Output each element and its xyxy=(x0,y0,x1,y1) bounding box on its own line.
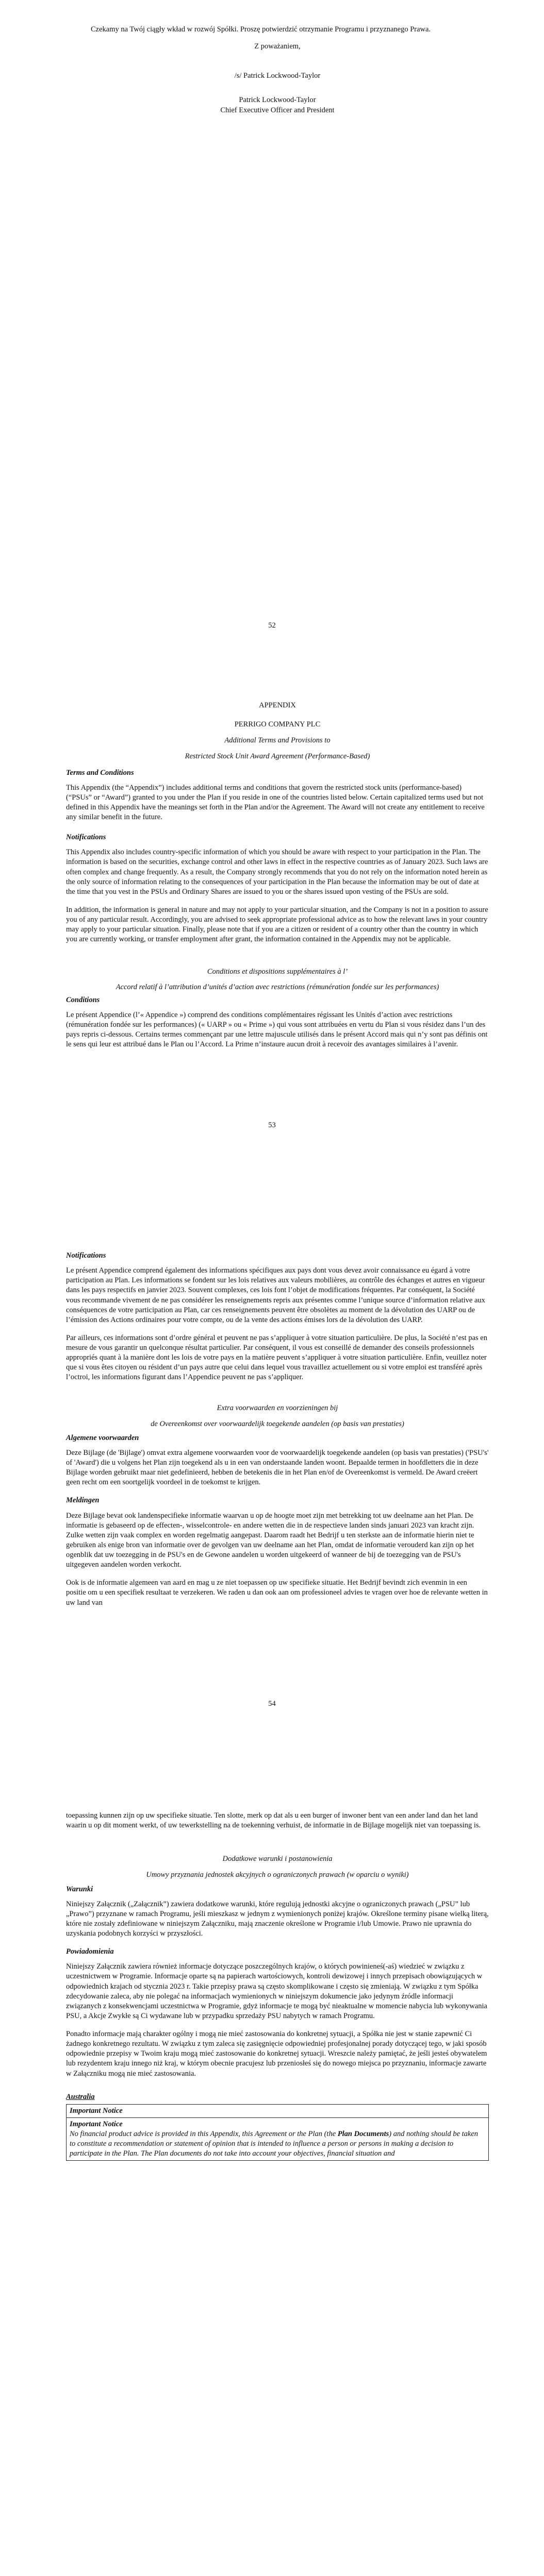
dutch-notifications-paragraph-2: Ook is de informatie algemeen van aard en mag u ze niet toepassen op uw specifieke situatie. Het Bedrijf bevindt zich evenmin in een positie om u een specifiek resultaat te verzekeren. We raden u dan ook aan om professioneel advies te vragen over hoe de relevante wetten in uw land van xyxy=(66,1579,488,1607)
dutch-general-heading: Algemene voorwaarden xyxy=(66,1433,139,1442)
table-row xyxy=(67,2117,489,2161)
french-notifications-paragraph-2: Par ailleurs, ces informations sont d’ordre général et peuvent ne pas s’appliquer à votre situation particulière. De plus, la Société n’est pas en mesure de vous garantir un quelconque résultat particulier. Par conséquent, il vous est conseillé de demander des conseils professionnels appropriés quant à la manière dont les lois de votre pays en la matière peuvent s’appliquer à votre situation particulière. Enfin, veuillez noter que si vous êtes citoyen ou résident d’un pays autre que celui dans lequel vous travaillez actuellement ou si votre emploi est transféré après l’octroi, les informations figurant dans l’Appendice peuvent ne pas s’appliquer. xyxy=(66,1333,487,1382)
notice-bold-term: Plan Documents xyxy=(337,2130,389,2138)
appendix-subtitle-2: Restricted Stock Unit Award Agreement (Performance-Based) xyxy=(185,752,370,761)
notifications-heading: Notifications xyxy=(66,833,106,842)
polish-notifications-paragraph-1: Niniejszy Załącznik zawiera również informacje dotyczące poszczególnych krajów, o których powinieneś(-aś) wiedzieć w związku z uczestnictwem w Programie. Informacje oparte są na papierach wartościowych, kontroli dewizowej i innych przepisach obowiązujących w odpowiednich krajach od stycznia 2023 r. Takie przepisy prawa są często skomplikowane i często się zmieniają. W związku z tym Spółka zdecydowanie zaleca, aby nie polegać na informacjach wymienionych w niniejszym dokumencie jako jedynym źródle informacji związanych z konsekwencjami uczestnictwa w Programie, gdyż informacje te mogą być nieaktualne w momencie nabycia lub wykonywania PSU, a Akcje Zwykłe są Ci wydawane lub w przypadku sprzedaży PSU nabytych w ramach Programu. xyxy=(66,1962,487,2020)
notice-body-cell xyxy=(67,2117,489,2161)
polish-conditions-paragraph: Niniejszy Załącznik („Załącznik”) zawiera dodatkowe warunki, które regulują jednostki akcyjne o ograniczonych prawach („PSU” lub „Prawo”) przyznane w ramach Programu, jeśli mieszkasz w jednym z wymienionych poniżej krajów. Określone terminy pisane wielką literą, które nie zostały zdefiniowane w niniejszym Załączniku, mają znaczenie określone w Programie i/lub Umowie. Prawo nie uprawnia do uzyskania podobnych korzyści w przyszłości. xyxy=(66,1900,489,1938)
page-54-content xyxy=(66,1251,489,1615)
notice-text-before: No financial product advice is provided in this Appendix, this Agreement or the Plan (the xyxy=(70,2130,338,2138)
notice-text-after: ) and nothing should be taken to constitute a recommendation or statement of opinion that is intended to influence a person or persons in making a decision to participate in the Plan. The Plan documents do not take into account your objectives, financial situation and xyxy=(70,2130,479,2158)
dutch-continuation: toepassing kunnen zijn op uw specifieke situatie. Ten slotte, merk op dat als u een burger of inwoner bent van een ander land dan het land waarin u op dit moment werkt, of uw tewerkstelling na de toekenning verhuist, de informatie in de Bijlage mogelijk niet van toepassing is. xyxy=(66,1811,481,1830)
signer-name: Patrick Lockwood-Taylor xyxy=(239,96,316,105)
notice-title: Important Notice xyxy=(70,2120,123,2128)
signer-title: Chief Executive Officer and President xyxy=(220,106,335,114)
polish-heading-1: Dodatkowe warunki i postanowienia xyxy=(222,1855,333,1863)
page-number: 54 xyxy=(268,1700,276,1708)
polish-notifications-paragraph-2: Ponadto informacje mają charakter ogólny i mogą nie mieć zastosowania do konkretnej sytuacji, a Spółka nie jest w stanie zapewnić Ci żadnego konkretnego rezultatu. W związku z tym zaleca się zasięgnięcie odpowiedniej profesjonalnej porady dotyczącej tego, w jaki sposób odpowiednie przepisy w Twoim kraju mogą mieć zastosowanie do konkretnej sytuacji. Wreszcie należy pamiętać, że jeśli jesteś obywatelem lub rezydentem kraju innego niż kraj, w którym obecnie pracujesz lub przeniosłeś się do nowego miejsca po przyznaniu, informacje zawarte w Załączniku mogą nie mieć zastosowania. xyxy=(66,2030,487,2078)
terms-heading: Terms and Conditions xyxy=(66,768,134,777)
french-notifications-heading: Notifications xyxy=(66,1251,106,1260)
dutch-notifications-heading: Meldingen xyxy=(66,1496,100,1505)
terms-paragraph: This Appendix (the “Appendix”) includes additional terms and conditions that govern the restricted stock units (performance-based) (“PSUs” or “Award”) granted to you under the Plan if you reside in one of the countries listed below. Certain capitalized terms used but not defined in this Appendix have the meanings set forth in the Plan and/or the Agreement. The Award will not create any entitlement to receive any similar benefit in the future. xyxy=(66,783,485,821)
page-52-content xyxy=(66,25,489,123)
table-row xyxy=(67,2104,489,2117)
appendix-subtitle-1: Additional Terms and Provisions to xyxy=(224,736,331,745)
page-number: 53 xyxy=(268,1121,276,1129)
french-heading-1: Conditions et dispositions supplémentaires à l’ xyxy=(207,968,348,976)
notifications-paragraph-2: In addition, the information is general in nature and may not apply to your particular situation, and the Company is not in a position to assure you of any particular result. Accordingly, you are advised to seek appropriate professional advice as to how the relevant laws in your country may apply to your particular situation. Finally, please note that if you are a citizen or resident of a country other than the country in which you are currently working, or transfer employment after grant, the information contained in the Appendix may not be applicable. xyxy=(66,905,488,944)
dutch-notifications-paragraph-1: Deze Bijlage bevat ook landenspecifieke informatie waarvan u op de hoogte moet zijn met betrekking tot uw deelname aan het Plan. De informatie is gebaseerd op de effecten-, wisselcontrole- en andere wetten die in de respectieve landen sinds januari 2023 van kracht zijn. Zulke wetten zijn vaak complex en worden regelmatig aangepast. Daarom raadt het Bedrijf u ten sterkste aan de informatie hierin niet te gebruiken als enige bron van informatie over de gevolgen van uw deelname aan het Plan, omdat de informatie verouderd kan zijn op het ogenblik dat uw toezegging in de PSU's en de Gewone aandelen u worden uitgekeerd of wanneer de bij de toezegging van de PSU's uitgegeven aandelen worden verkocht. xyxy=(66,1511,474,1569)
dutch-general-paragraph: Deze Bijlage (de 'Bijlage') omvat extra algemene voorwaarden voor de voorwaardelijk toegekende aandelen (op basis van prestaties) ('PSU's' of 'Award') die u volgens het Plan zijn toegekend als u in een van onderstaande landen woont. Bepaalde termen in hoofdletters die in deze Bijlage worden gebruikt maar niet gedefinieerd, hebben de betekenis die in het Plan en/of de Overeenkomst is vermeld. De Award creëert geen recht om een soortgelijk voordeel in de toekomst te krijgen. xyxy=(66,1448,489,1487)
dutch-heading-2: de Overeenkomst over voorwaardelijk toegekende aandelen (op basis van prestaties) xyxy=(151,1419,404,1428)
page-53-content xyxy=(66,701,489,1057)
company-name: PERRIGO COMPANY PLC xyxy=(234,720,321,729)
page-55-content xyxy=(66,1811,489,2161)
notifications-paragraph-1: This Appendix also includes country-specific information of which you should be aware with respect to your participation in the Plan. The information is based on the securities, exchange control and other laws in effect in the respective countries as of January 2023. Such laws are often complex and change frequently. As a result, the Company strongly recommends that you do not rely on the information noted herein as the only source of information relating to the consequences of your participation in the Plan because the information may be out of date at the time that you vest in the PSUs and Ordinary Shares are issued to you or the shares issued upon vesting of the PSUs are sold. xyxy=(66,848,488,896)
french-notifications-paragraph-1: Le présent Appendice comprend également des informations spécifiques aux pays dont vous devez avoir connaissance eu égard à votre participation au Plan. Les informations se fondent sur les lois relatives aux valeurs mobilières, au contrôle des échanges et autres en vigueur dans les pays respectifs en janvier 2023. Souvent complexes, ces lois font l’objet de modifications fréquentes. Par conséquent, la Société vous recommande vivement de ne pas considérer les renseignements repris aux présentes comme l’unique source d’information relative aux conséquences de votre participation au Plan, car ces renseignements peuvent être obsolètes au moment de la dévolution des UARP ou de l’émission des Actions ordinaires pour votre compte, ou de la vente des actions émises lors de la dévolution des UARP. xyxy=(66,1266,485,1324)
important-notice-table xyxy=(66,2104,489,2161)
australia-heading: Australia xyxy=(66,2092,95,2101)
notice-text xyxy=(70,2129,485,2159)
french-conditions-heading: Conditions xyxy=(66,995,100,1004)
closing-paragraph: Czekamy na Twój ciągły wkład w rozwój Spółki. Proszę potwierdzić otrzymanie Programu i przyznanego Prawa. xyxy=(91,25,431,33)
salutation: Z poważaniem, xyxy=(254,42,301,51)
appendix-heading: APPENDIX xyxy=(259,701,296,709)
page-number: 52 xyxy=(268,621,276,630)
polish-notifications-heading: Powiadomienia xyxy=(66,1947,114,1956)
french-conditions-paragraph: Le présent Appendice (l’« Appendice ») comprend des conditions complémentaires régissant les Unités d’action avec restrictions (rémunération fondée sur les performances) (« UARP » ou « Prime ») qui vous sont attribuées en vertu du Plan si vous résidez dans l’un des pays repris ci-dessous. Certains termes commençant par une lettre majuscule utilisés dans le présent Accord mais qui n’y sont pas définis ont le sens qui leur est attribué dans le Plan ou l’Accord. La Prime n’instaure aucun droit à recevoir des avantages similaires à l’avenir. xyxy=(66,1010,488,1049)
polish-conditions-heading: Warunki xyxy=(66,1885,93,1893)
signature-conformed: /s/ Patrick Lockwood-Taylor xyxy=(234,72,321,80)
dutch-heading-1: Extra voorwaarden en voorzieningen bij xyxy=(217,1403,338,1412)
polish-heading-2: Umowy przyznania jednostek akcyjnych o ograniczonych prawach (w oparciu o wyniki) xyxy=(146,1871,409,1879)
french-heading-2: Accord relatif à l’attribution d’unités d’action avec restrictions (rémunération fondée sur les performances) xyxy=(116,982,439,991)
notice-header-cell: Important Notice xyxy=(67,2104,489,2117)
